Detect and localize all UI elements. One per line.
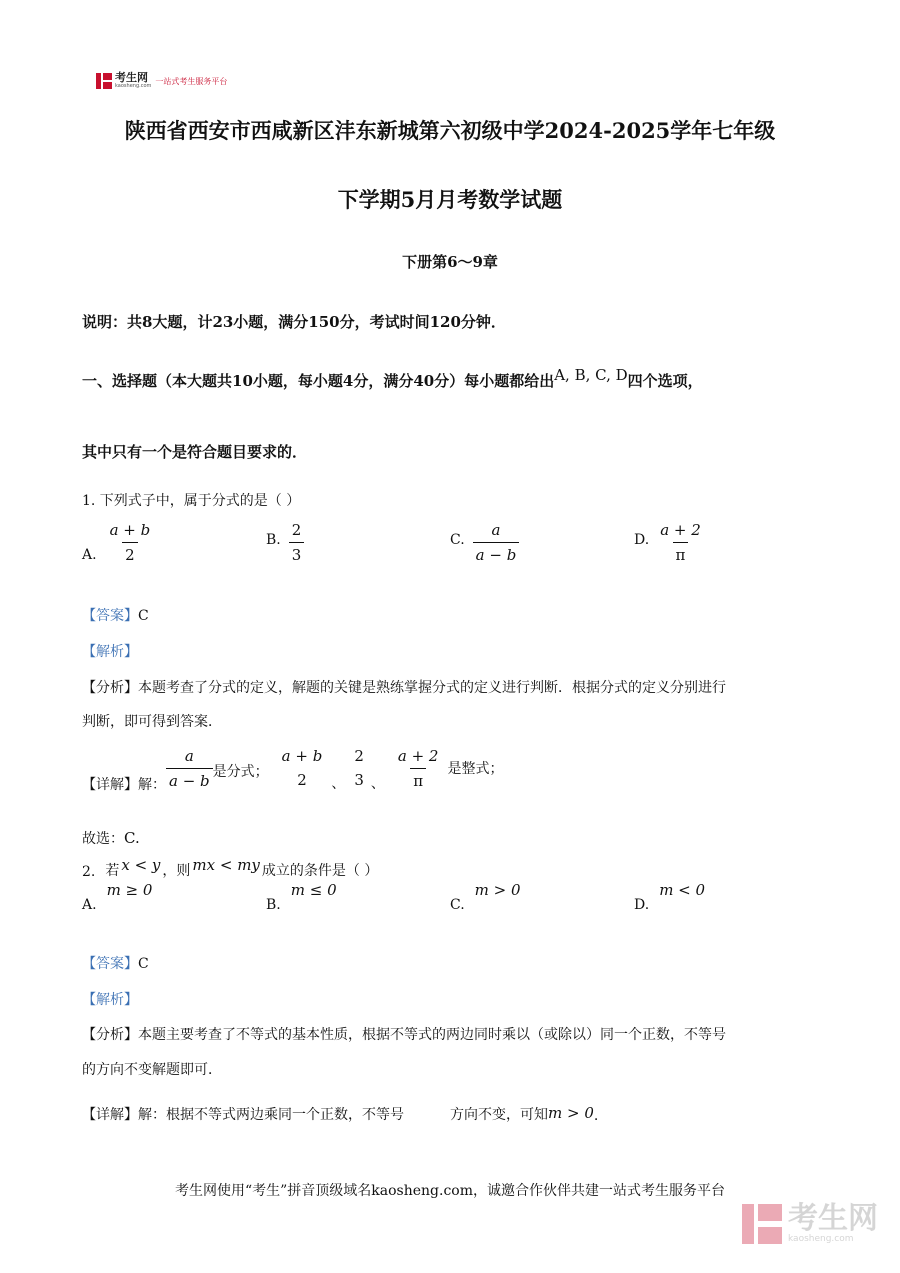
q2-analysis-tag: 【解析】 (82, 992, 138, 1008)
q2-option-b[interactable] (266, 881, 337, 913)
watermark (742, 1201, 878, 1244)
header-logo[interactable] (96, 73, 227, 89)
q2-option-d-label: D. (634, 897, 650, 913)
q1-answer-value: C (138, 608, 149, 624)
q1-answer (82, 605, 149, 625)
kaosheng-logo-icon (96, 73, 112, 89)
logo-text: 考生网 (115, 71, 148, 84)
q1-option-d-label: D. (634, 531, 650, 548)
q1-option-d-num: a + 2 (660, 521, 701, 539)
q1-fenxi-line1: 【分析】本题考查了分式的定义，解题的关键是熟练掌握分式的定义进行判断．根据分式的定义分别进行 (82, 680, 726, 696)
exam-instructions: 说明：共8大题，计23小题，满分150分，考试时间120分钟． (82, 313, 506, 331)
q2-option-c-expr: m > 0 (474, 881, 521, 899)
q1-option-b-label: B. (266, 531, 281, 548)
q1-option-d-fraction (657, 521, 704, 564)
q1-detail-frac1 (166, 747, 213, 790)
q1-detail-is-fraction: 是分式； (212, 764, 269, 780)
q1-detail-prefix: 【详解】解： (82, 777, 166, 793)
q1-detail-frac3-num: 2 (354, 747, 364, 765)
q2-answer-value: C (138, 956, 149, 972)
q2-fenxi-line2: 的方向不变解题即可． (82, 1062, 222, 1078)
q1-detail-frac2-den: 2 (297, 771, 307, 789)
q1-detail (82, 742, 503, 794)
q1-detail-frac2 (279, 747, 326, 789)
q1-detail-frac4 (395, 747, 442, 790)
logo-slogan: 一站式考生服务平台 (155, 76, 228, 86)
q2-condition: x < y (121, 856, 161, 874)
q2-answer-tag: 【答案】 (82, 956, 138, 972)
watermark-logo-icon (742, 1204, 782, 1244)
q2-answer (82, 953, 149, 973)
section1-heading-part1: 一、选择题（本大题共10小题，每小题4分，满分40分）每小题都给出 (82, 372, 555, 390)
q1-option-a[interactable] (82, 521, 153, 564)
q1-analysis-tag: 【解析】 (82, 644, 138, 660)
q1-choose (82, 828, 140, 848)
q1-option-b[interactable] (266, 521, 304, 564)
q1-choose-value: C. (124, 829, 140, 847)
q1-detail-frac1-num: a (184, 746, 194, 765)
section1-option-letters: A, B, C, D (554, 366, 628, 384)
q2-stem (82, 856, 379, 880)
q2-option-d-expr: m < 0 (659, 881, 706, 899)
q1-option-c-fraction (473, 521, 520, 564)
q1-detail-frac3-den: 3 (354, 771, 364, 789)
q2-detail-math: m > 0 (548, 1104, 594, 1122)
q1-fenxi-line2: 判断，即可得到答案． (82, 714, 222, 730)
q1-detail-frac3 (351, 747, 367, 789)
q2-stem-tail: 成立的条件是（ ） (261, 863, 379, 879)
page-subtitle: 下册第6～9章 (402, 253, 498, 271)
q2-detail-part2: 方向不变，可知 (450, 1107, 548, 1123)
section1-heading-line2: 其中只有一个是符合题目要求的． (82, 443, 308, 461)
q1-option-d[interactable] (634, 521, 704, 564)
q2-option-a-expr: m ≥ 0 (106, 881, 153, 899)
q1-option-a-fraction (107, 521, 154, 564)
q1-detail-sep2: 、 (370, 776, 385, 792)
q1-detail-frac1-den: a − b (166, 768, 213, 790)
q2-option-a-label: A. (82, 897, 97, 913)
watermark-domain: kaosheng.com (788, 1234, 854, 1244)
q2-detail (82, 1104, 598, 1124)
section1-heading (82, 366, 703, 391)
section1-heading-part2: 四个选项， (627, 372, 703, 390)
q1-detail-frac4-den: π (410, 768, 426, 790)
q1-choose-prefix: 故选： (82, 831, 124, 847)
q1-option-c-label: C. (450, 531, 465, 548)
q1-option-b-num: 2 (291, 521, 302, 539)
watermark-text: 考生网 (788, 1201, 878, 1236)
q2-option-b-label: B. (266, 897, 281, 913)
q1-detail-sep1: 、 (331, 776, 346, 792)
q2-ruo: 若 (105, 863, 120, 879)
q1-answer-tag: 【答案】 (82, 608, 138, 624)
q1-stem: 1. 下列式子中，属于分式的是（ ） (82, 493, 301, 509)
q1-option-c-den: a − b (473, 542, 520, 564)
q2-option-c[interactable] (450, 881, 521, 913)
q1-detail-is-integral: 是整式； (447, 761, 504, 777)
q1-option-a-label: A. (82, 546, 97, 563)
q2-option-d[interactable] (634, 881, 706, 913)
q1-option-d-den: π (673, 542, 689, 564)
q1-option-b-fraction (289, 521, 305, 564)
q1-option-b-den: 3 (289, 542, 305, 564)
q2-ze: ，则 (162, 863, 191, 879)
q1-detail-frac4-num: a + 2 (397, 746, 439, 765)
q1-option-a-den: 2 (122, 542, 138, 564)
q1-option-a-num: a + b (109, 521, 151, 539)
q2-option-a[interactable] (82, 881, 153, 913)
page-title-line2: 下学期5月月考数学试题 (337, 187, 563, 212)
q2-number: 2. (82, 864, 96, 880)
q1-detail-frac2-num: a + b (281, 747, 323, 765)
q1-option-c-num: a (491, 521, 501, 539)
q2-inequality: mx < my (192, 856, 260, 874)
q2-detail-part1: 【详解】解：根据不等式两边乘同一个正数，不等号 (82, 1107, 404, 1123)
q2-option-b-expr: m ≤ 0 (290, 881, 337, 899)
page-footer: 考生网使用“考生”拼音顶级域名kaosheng.com，诚邀合作伙伴共建一站式考生服务平台 (174, 1183, 726, 1199)
logo-domain: kaosheng.com (115, 83, 152, 89)
page-title-line1: 陕西省西安市西咸新区沣东新城第六初级中学2024-2025学年七年级 (124, 118, 776, 143)
q2-option-c-label: C. (450, 897, 465, 913)
q2-fenxi-line1: 【分析】本题主要考查了不等式的基本性质，根据不等式的两边同时乘以（或除以）同一个正数，不等号 (82, 1027, 726, 1043)
q2-detail-end: . (593, 1108, 599, 1124)
q1-option-c[interactable] (450, 521, 519, 564)
